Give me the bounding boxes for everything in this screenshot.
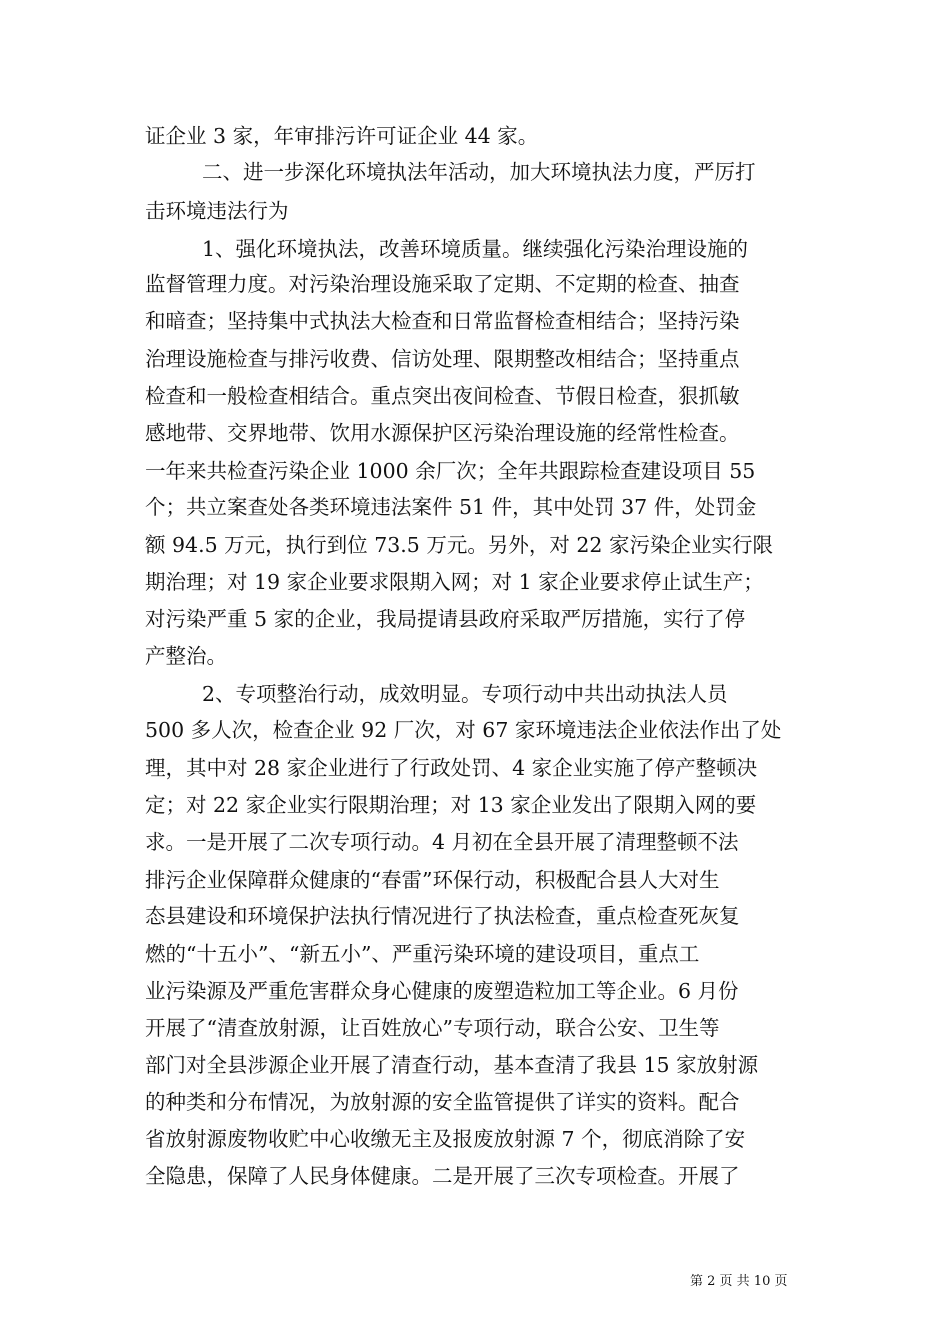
text-line: 态县建设和环境保护法执行情况进行了执法检查，重点检查死灰复 bbox=[145, 904, 740, 928]
text-line: 理，其中对 28 家企业进行了行政处罚、4 家企业实施了停产整顿决 bbox=[145, 756, 758, 780]
section-heading-line: 二、进一步深化环境执法年活动，加大环境执法力度，严厉打 bbox=[202, 160, 756, 184]
text-line: 证企业 3 家，年审排污许可证企业 44 家。 bbox=[145, 124, 539, 148]
text-line: 业污染源及严重危害群众身心健康的废塑造粒加工等企业。6 月份 bbox=[145, 979, 739, 1003]
text-line: 监督管理力度。对污染治理设施采取了定期、不定期的检查、抽查 bbox=[145, 272, 740, 296]
text-line: 的种类和分布情况，为放射源的安全监管提供了详实的资料。配合 bbox=[145, 1090, 740, 1114]
paragraph-start-line: 2、专项整治行动，成效明显。专项行动中共出动执法人员 bbox=[202, 682, 728, 706]
text-line: 全隐患，保障了人民身体健康。二是开展了三次专项检查。开展了 bbox=[145, 1164, 740, 1188]
page-number-footer: 第 2 页 共 10 页 bbox=[690, 1274, 788, 1289]
text-line: 对污染严重 5 家的企业，我局提请县政府采取严厉措施，实行了停 bbox=[145, 607, 746, 631]
text-line: 额 94.5 万元，执行到位 73.5 万元。另外，对 22 家污染企业实行限 bbox=[145, 533, 773, 557]
text-line: 部门对全县涉源企业开展了清查行动，基本查清了我县 15 家放射源 bbox=[145, 1053, 759, 1077]
text-line: 500 多人次，检查企业 92 厂次，对 67 家环境违法企业依法作出了处 bbox=[145, 718, 782, 742]
text-line: 和暗查；坚持集中式执法大检查和日常监督检查相结合；坚持污染 bbox=[145, 309, 740, 333]
text-line: 燃的“十五小”、“新五小”、严重污染环境的建设项目，重点工 bbox=[145, 942, 700, 966]
paragraph-start-line: 1、强化环境执法，改善环境质量。继续强化污染治理设施的 bbox=[202, 237, 749, 261]
text-line: 检查和一般检查相结合。重点突出夜间检查、节假日检查，狠抓敏 bbox=[145, 384, 740, 408]
text-line: 个；共立案查处各类环境违法案件 51 件，其中处罚 37 件，处罚金 bbox=[145, 495, 757, 519]
text-line: 求。一是开展了二次专项行动。4 月初在全县开展了清理整顿不法 bbox=[145, 830, 739, 854]
section-heading-line: 击环境违法行为 bbox=[145, 199, 289, 223]
text-line: 定；对 22 家企业实行限期治理；对 13 家企业发出了限期入网的要 bbox=[145, 793, 757, 817]
text-line: 产整治。 bbox=[145, 644, 227, 668]
text-line: 感地带、交界地带、饮用水源保护区污染治理设施的经常性检查。 bbox=[145, 421, 740, 445]
text-line: 治理设施检查与排污收费、信访处理、限期整改相结合；坚持重点 bbox=[145, 347, 740, 371]
text-line: 期治理；对 19 家企业要求限期入网；对 1 家企业要求停止试生产； bbox=[145, 570, 764, 594]
text-line: 一年来共检查污染企业 1000 余厂次；全年共跟踪检查建设项目 55 bbox=[145, 459, 756, 483]
text-line: 开展了“清查放射源，让百姓放心”专项行动，联合公安、卫生等 bbox=[145, 1016, 720, 1040]
text-line: 排污企业保障群众健康的“春雷”环保行动，积极配合县人大对生 bbox=[145, 868, 720, 892]
text-line: 省放射源废物收贮中心收缴无主及报废放射源 7 个，彻底消除了安 bbox=[145, 1127, 746, 1151]
